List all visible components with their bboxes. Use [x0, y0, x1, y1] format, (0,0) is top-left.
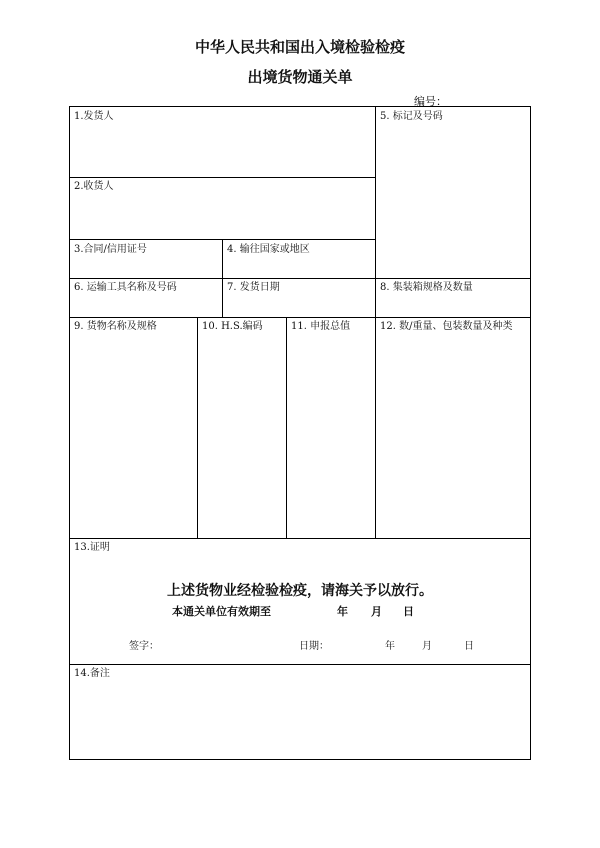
- row-divider: [69, 664, 531, 665]
- destination-field[interactable]: 4. 输往国家或地区: [227, 244, 310, 255]
- form-table: [69, 106, 531, 760]
- validity-month: 月: [371, 605, 382, 618]
- certification-statement: 上述货物业经检验检疫，请海关予以放行。: [167, 583, 433, 599]
- form-subtitle: 出境货物通关单: [247, 68, 353, 86]
- date-day: 日: [464, 641, 474, 652]
- column-divider: [222, 239, 223, 317]
- container-field[interactable]: 8. 集装箱规格及数量: [380, 282, 473, 293]
- declared-value-field[interactable]: 11. 申报总值: [291, 321, 351, 332]
- row-divider: [69, 538, 531, 539]
- contract-lc-field[interactable]: 3.合同/信用证号: [74, 244, 147, 255]
- validity-prefix: 本通关单位有效期至: [172, 605, 271, 618]
- date-label: 日期：: [299, 641, 329, 652]
- marks-numbers-field[interactable]: 5. 标记及号码: [380, 111, 443, 122]
- quantity-weight-field[interactable]: 12. 数/重量、包装数量及种类: [380, 321, 513, 332]
- consignee-field[interactable]: 2.收货人: [74, 181, 114, 192]
- shipper-field[interactable]: 1.发货人: [74, 111, 114, 122]
- hs-code-field[interactable]: 10. H.S.编码: [202, 321, 263, 332]
- column-divider: [375, 106, 376, 538]
- ship-date-field[interactable]: 7. 发货日期: [227, 282, 280, 293]
- validity-year: 年: [337, 605, 348, 618]
- column-divider: [197, 317, 198, 538]
- remarks-field[interactable]: 14.备注: [74, 668, 110, 679]
- form-title: 中华人民共和国出入境检验检疫: [194, 38, 405, 56]
- date-month: 月: [422, 641, 432, 652]
- column-divider: [286, 317, 287, 538]
- serial-number-label: 编号：: [414, 95, 447, 108]
- goods-name-field[interactable]: 9. 货物名称及规格: [74, 321, 157, 332]
- signature-label: 签字：: [129, 641, 159, 652]
- validity-day: 日: [403, 605, 414, 618]
- date-year: 年: [385, 641, 395, 652]
- transport-field[interactable]: 6. 运输工具名称及号码: [74, 282, 177, 293]
- row-divider: [69, 278, 531, 279]
- row-divider: [69, 177, 375, 178]
- certification-label: 13.证明: [74, 542, 110, 553]
- row-divider: [69, 317, 531, 318]
